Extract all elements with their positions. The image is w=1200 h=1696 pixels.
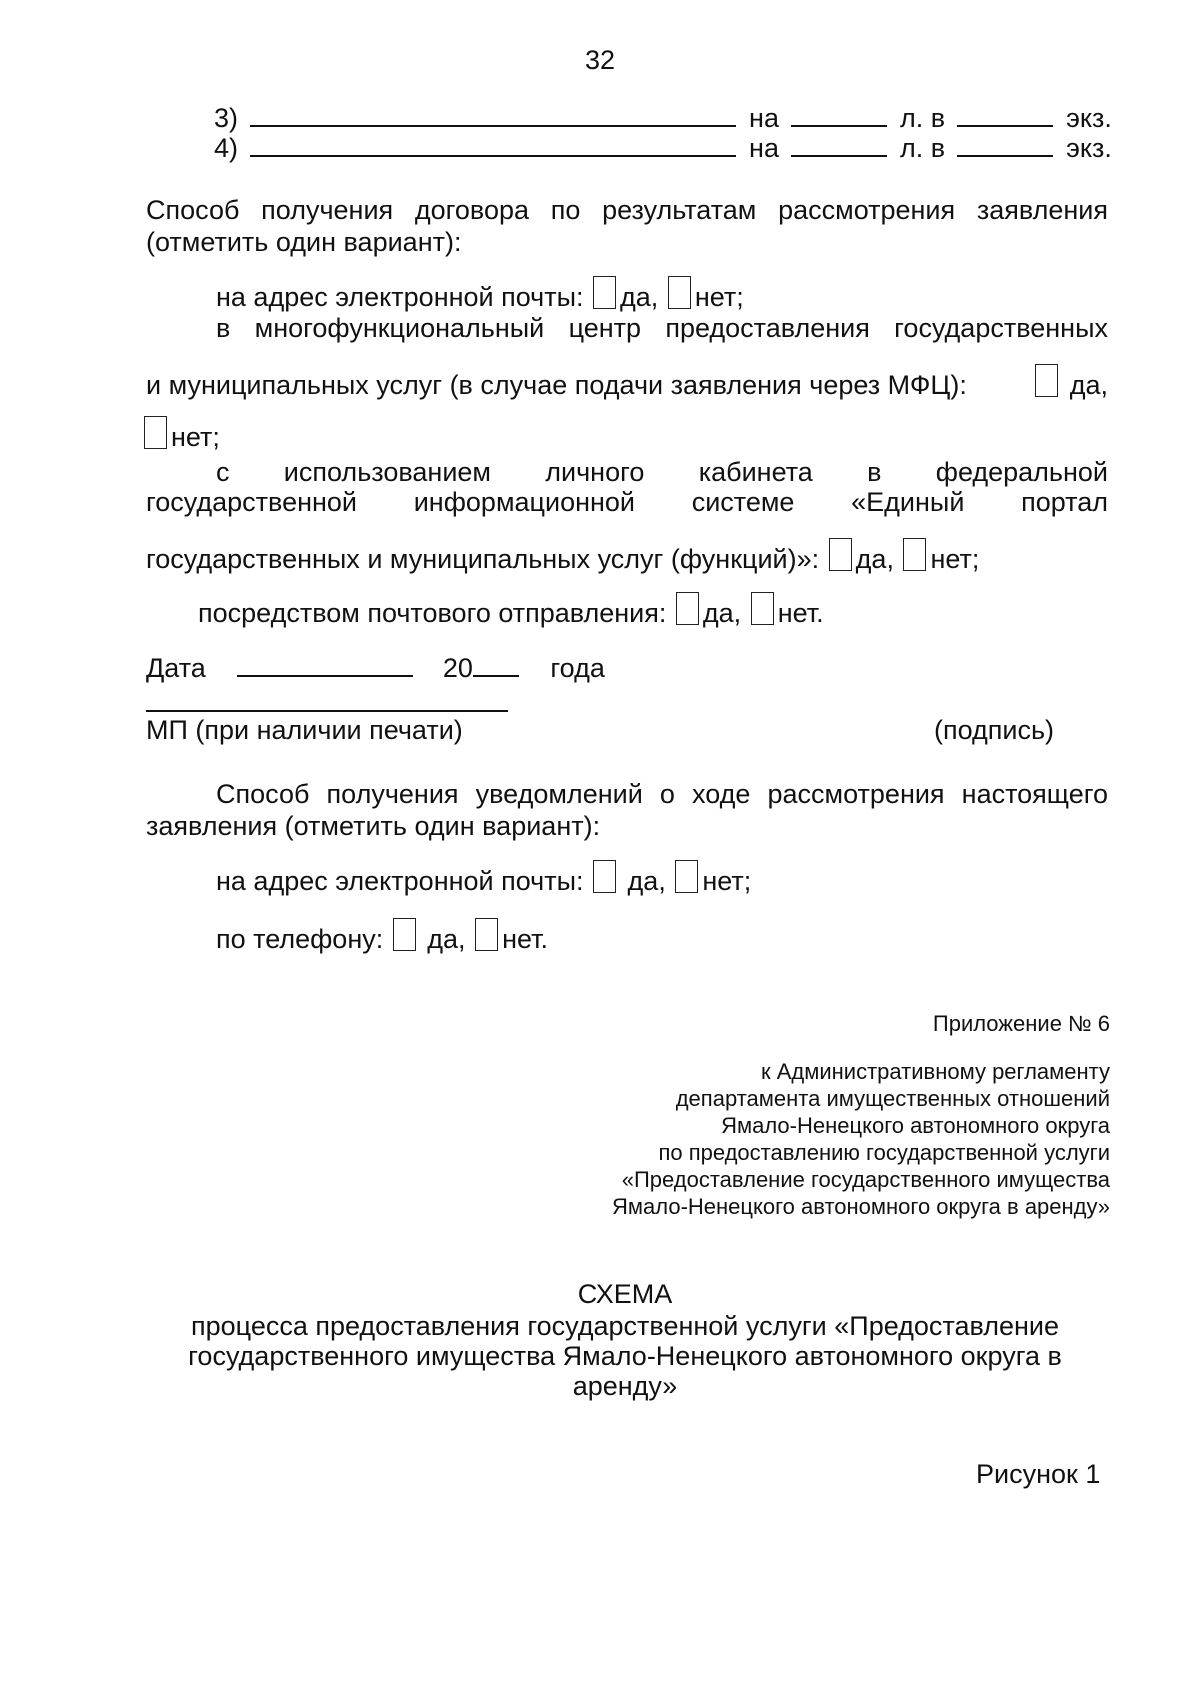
contract-method-heading-2: (отметить один вариант): [146,227,462,257]
on-label: на [749,103,779,133]
portal-line-3 [146,538,979,575]
notify-heading-1: Способ получения уведомлений о ходе рассмотрения настоящего [216,779,1108,809]
scheme-subtitle-1: процесса предоставления государственной услуги «Предоставление [191,1311,1059,1341]
notify-email-yes-checkbox[interactable] [593,860,616,893]
sheets-line [791,133,887,157]
appendix-line: департамента имущественных отношений [675,1086,1110,1111]
notify-email-no-checkbox[interactable] [675,860,698,893]
portal-line-2: государственной информационной системе «Единый портал [146,487,1108,517]
yes-label: да, [427,924,466,954]
row-number: 4) [214,133,239,163]
no-label: нет; [930,544,980,574]
copies-row-3 [214,102,1112,134]
scheme-subtitle-2: государственного имущества Ямало-Ненецкого автономного округа в [188,1341,1062,1371]
no-label: нет. [777,598,824,628]
appendix-line: по предоставлению государственной услуги [658,1140,1110,1165]
figure-label: Рисунок 1 [976,1459,1101,1489]
contract-email-no-checkbox[interactable] [668,276,691,309]
contract-portal-yes-checkbox[interactable] [829,538,852,571]
page-number: 32 [584,45,616,75]
signature-rule [146,710,508,712]
notify-email-option [216,860,751,897]
copies-label: экз. [1066,103,1112,133]
phone-label: по телефону: [216,924,384,954]
no-label: нет; [694,282,744,312]
no-label: нет; [171,422,220,452]
contract-mfc-no-checkbox[interactable] [144,416,167,449]
post-option [198,592,824,629]
appendix-line: «Предоставление государственного имущества [621,1167,1110,1192]
contract-email-yes-checkbox[interactable] [593,276,616,309]
yes-label: да, [620,282,659,312]
signature-label: (подпись) [934,715,1055,745]
sheets-line [791,103,887,127]
date-field-line [237,653,413,677]
notify-heading-2: заявления (отметить один вариант): [146,811,601,841]
appendix-line: Ямало-Ненецкого автономного округа в аренду» [612,1194,1110,1219]
scheme-subtitle-3: аренду» [572,1371,678,1401]
mfc-line-1: в многофункциональный центр предоставления государственных [216,313,1108,343]
copies-line [957,133,1053,157]
yes-label: да, [627,866,666,896]
copies-row-4 [214,132,1112,164]
date-line [146,652,605,684]
portal-text: государственных и муниципальных услуг (функций)»: [146,544,820,574]
post-label: посредством почтового отправления: [198,598,667,628]
appendix-title: Приложение № 6 [932,1011,1110,1036]
row-number: 3) [214,103,239,133]
on-label: на [749,133,779,163]
mfc-no-option [144,416,220,453]
contract-mfc-yes-checkbox[interactable] [1035,364,1058,397]
mfc-line-2 [146,364,1108,401]
year-field-line [473,653,519,677]
appendix-line: Ямало-Ненецкого автономного округа [721,1113,1110,1138]
sheets-label: л. в [900,103,946,133]
contract-post-no-checkbox[interactable] [751,592,774,625]
contract-email-option [216,276,744,313]
year-suffix: года [550,653,605,683]
notify-phone-option [216,918,548,955]
email-label: на адрес электронной почты: [216,866,584,896]
notify-phone-yes-checkbox[interactable] [393,918,416,951]
scheme-title: СХЕМА [577,1279,673,1309]
copies-label: экз. [1066,133,1112,163]
contract-method-heading: Способ получения договора по результатам рассмотрения заявления [146,195,1108,225]
yes-label: да, [702,598,742,628]
date-label: Дата [146,653,206,683]
yes-label: да, [1069,370,1108,400]
no-label: нет; [702,866,752,896]
document-name-line [250,133,736,157]
yes-label: да, [855,544,894,574]
document-name-line [250,103,736,127]
stamp-label: МП (при наличии печати) [146,715,463,745]
email-label: на адрес электронной почты: [216,282,584,312]
appendix-line: к Административному регламенту [760,1059,1110,1084]
copies-line [957,103,1053,127]
contract-post-yes-checkbox[interactable] [676,592,699,625]
portal-line-1: с использованием личного кабинета в федеральной [216,457,1108,487]
sheets-label: л. в [900,133,946,163]
no-label: нет. [502,924,548,954]
year-prefix: 20 [442,653,473,683]
contract-portal-no-checkbox[interactable] [903,538,926,571]
notify-phone-no-checkbox[interactable] [475,918,498,951]
mfc-text: и муниципальных услуг (в случае подачи заявления через МФЦ): [146,370,967,400]
